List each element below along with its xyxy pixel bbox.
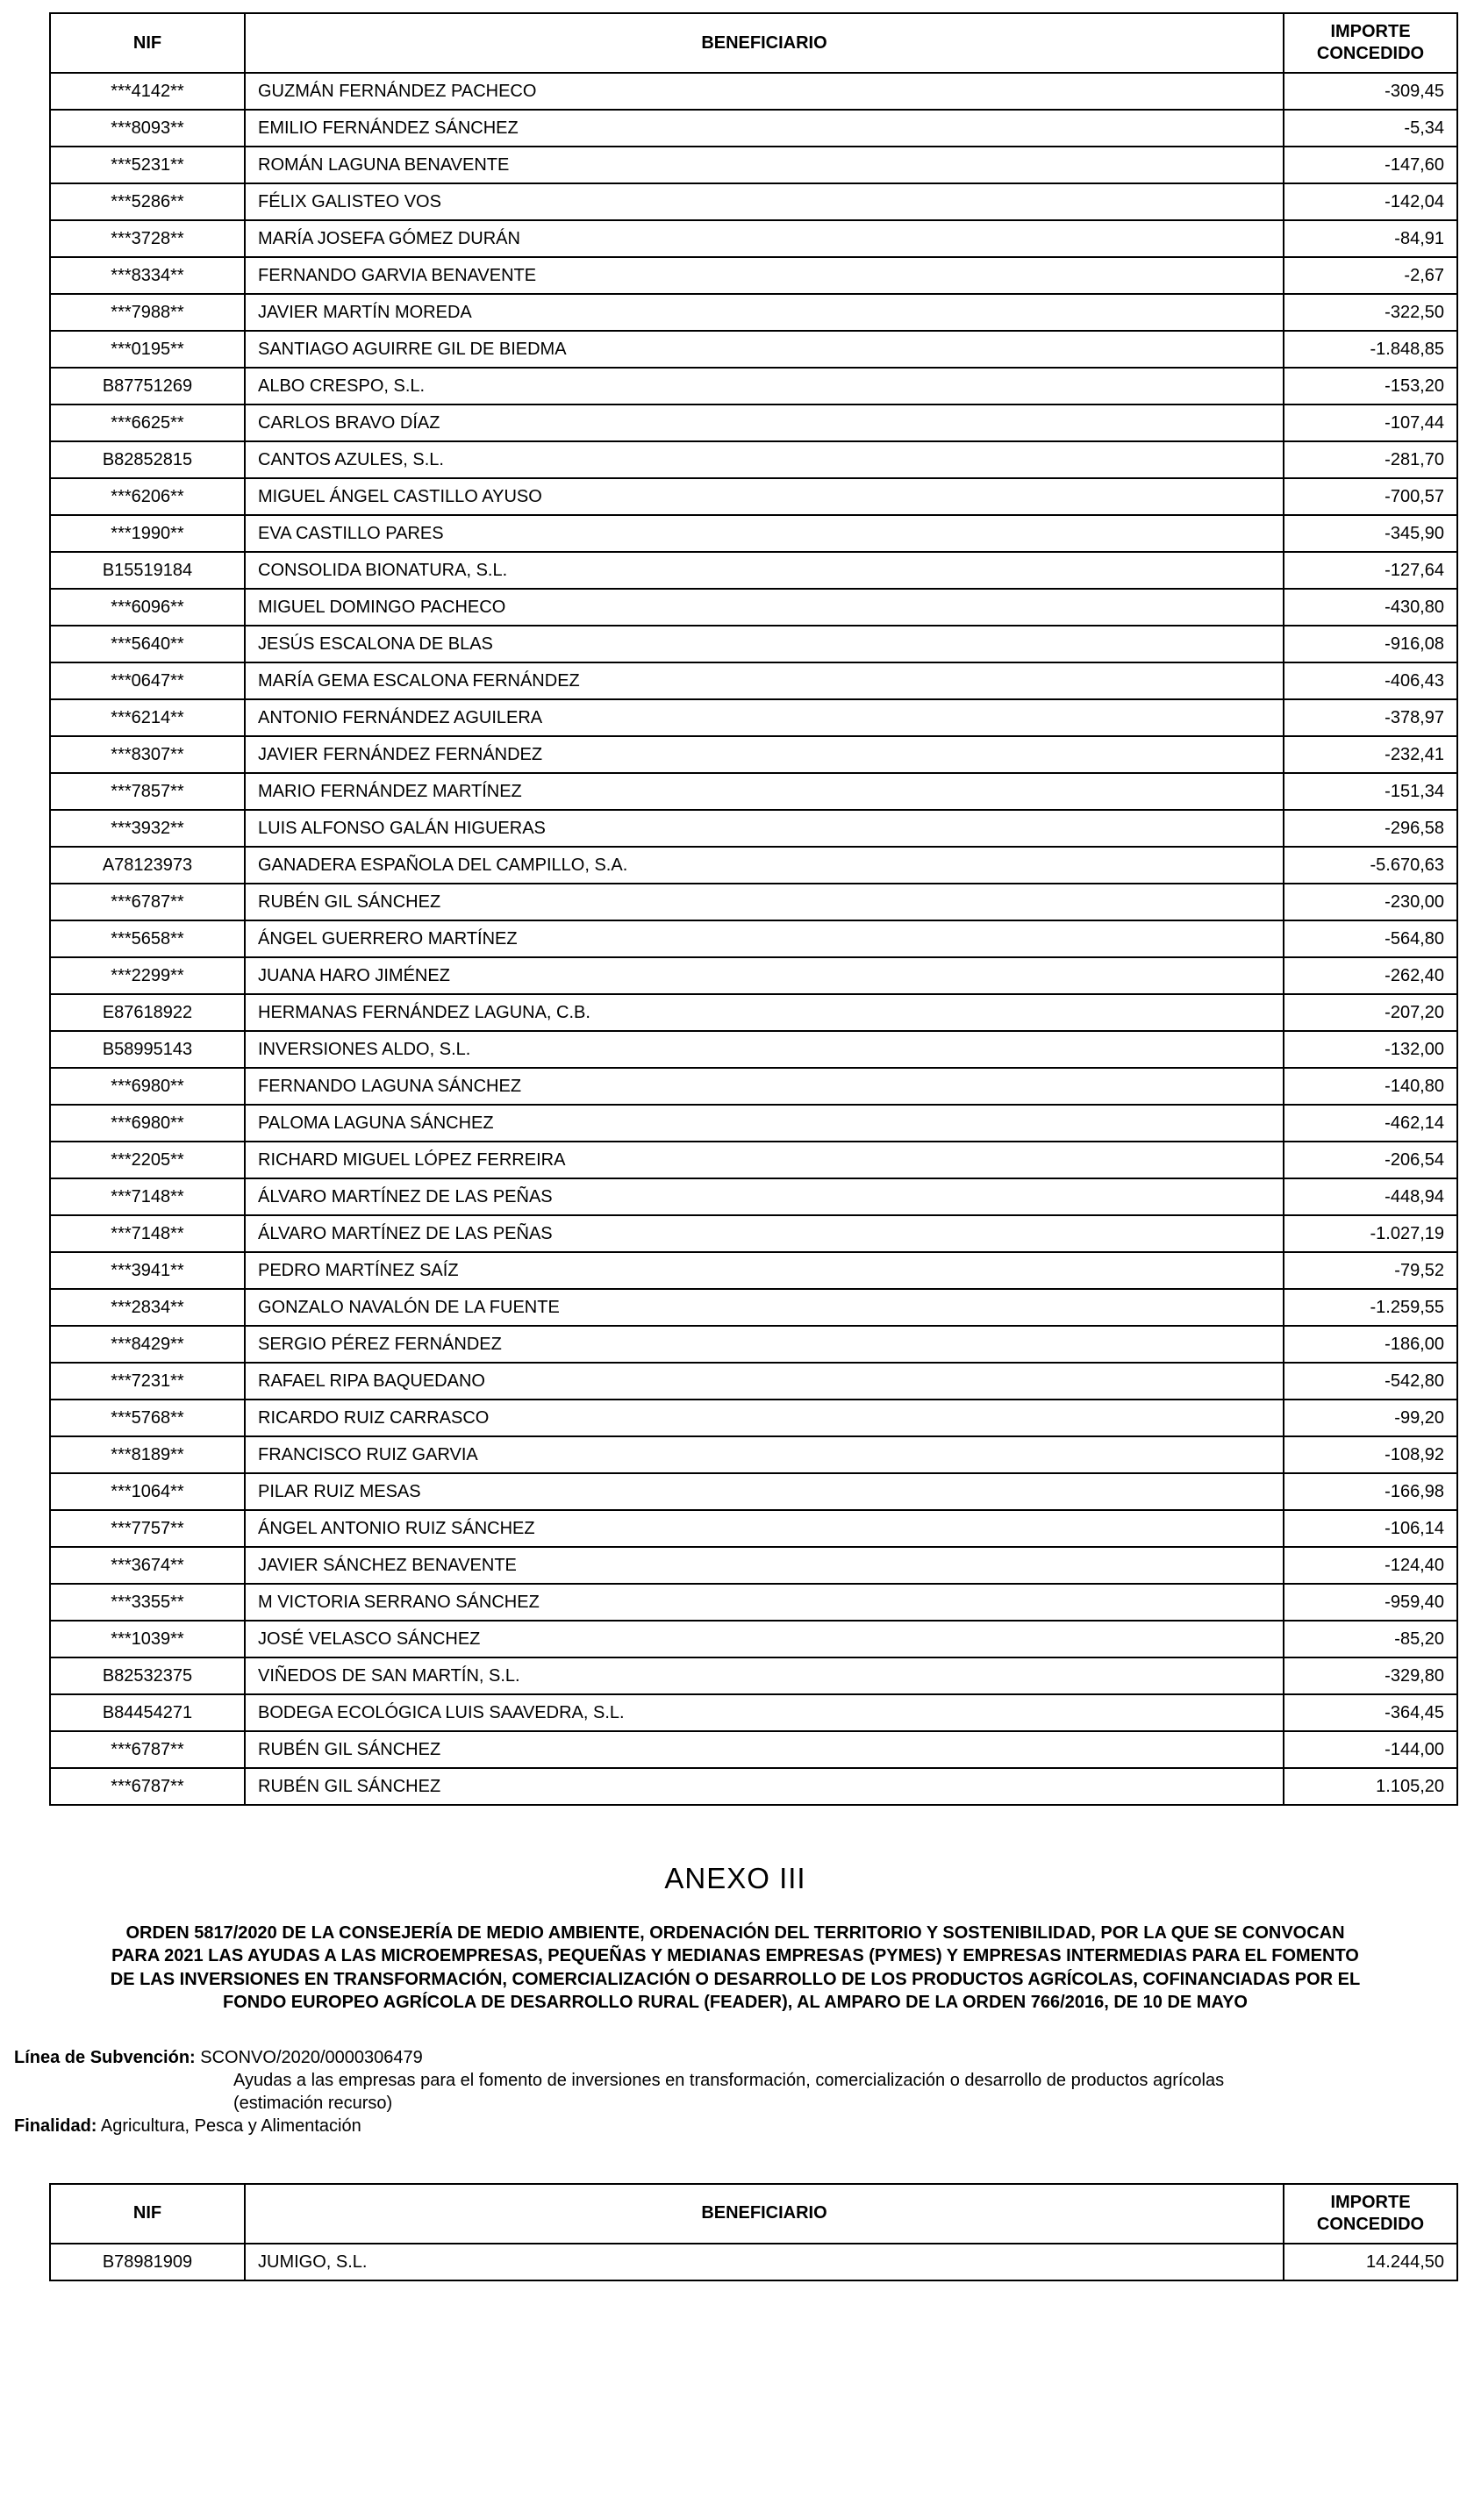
beneficiario-cell: SANTIAGO AGUIRRE GIL DE BIEDMA — [245, 331, 1284, 368]
beneficiario-cell: MARÍA GEMA ESCALONA FERNÁNDEZ — [245, 662, 1284, 699]
table-row — [50, 368, 1457, 404]
importe-cell: -99,20 — [1284, 1400, 1457, 1436]
nif-cell: B82532375 — [50, 1657, 245, 1694]
importe-cell: -106,14 — [1284, 1510, 1457, 1547]
importe-cell: -406,43 — [1284, 662, 1457, 699]
table-row — [50, 1584, 1457, 1621]
nif-cell: ***8429** — [50, 1326, 245, 1363]
importe-cell: -1.027,19 — [1284, 1215, 1457, 1252]
table-row — [50, 589, 1457, 626]
beneficiario-cell: RAFAEL RIPA BAQUEDANO — [245, 1363, 1284, 1400]
beneficiario-column-header: BENEFICIARIO — [245, 2184, 1284, 2244]
nif-cell: ***6787** — [50, 1731, 245, 1768]
table-row — [50, 736, 1457, 773]
nif-cell: ***6787** — [50, 884, 245, 920]
importe-cell: -430,80 — [1284, 589, 1457, 626]
beneficiario-cell: FRANCISCO RUIZ GARVIA — [245, 1436, 1284, 1473]
beneficiario-cell: INVERSIONES ALDO, S.L. — [245, 1031, 1284, 1068]
table-row — [50, 147, 1457, 183]
table-row — [50, 110, 1457, 147]
table-row — [50, 183, 1457, 220]
beneficiario-cell: ROMÁN LAGUNA BENAVENTE — [245, 147, 1284, 183]
nif-cell: E87618922 — [50, 994, 245, 1031]
table-row — [50, 1547, 1457, 1584]
table-row — [50, 1289, 1457, 1326]
beneficiario-cell: MIGUEL ÁNGEL CASTILLO AYUSO — [245, 478, 1284, 515]
linea-subvencion-label: Línea de Subvención: — [14, 2047, 196, 2067]
nif-cell: ***7231** — [50, 1363, 245, 1400]
table-row — [50, 662, 1457, 699]
table-row — [50, 220, 1457, 257]
table-row — [50, 73, 1457, 110]
importe-cell: -140,80 — [1284, 1068, 1457, 1105]
nif-cell: A78123973 — [50, 847, 245, 884]
table-row — [50, 699, 1457, 736]
nif-cell: ***6980** — [50, 1105, 245, 1142]
beneficiario-column-header: BENEFICIARIO — [245, 13, 1284, 73]
nif-cell: ***2299** — [50, 957, 245, 994]
table-header-row — [50, 2184, 1457, 2244]
nif-cell: ***3674** — [50, 1547, 245, 1584]
linea-subvencion-line — [14, 2046, 1456, 2069]
nif-cell: ***0195** — [50, 331, 245, 368]
grants-table-2-body — [50, 2244, 1457, 2280]
nif-cell: ***0647** — [50, 662, 245, 699]
importe-cell: -79,52 — [1284, 1252, 1457, 1289]
beneficiario-cell: FERNANDO LAGUNA SÁNCHEZ — [245, 1068, 1284, 1105]
importe-cell: -916,08 — [1284, 626, 1457, 662]
beneficiario-cell: MARIO FERNÁNDEZ MARTÍNEZ — [245, 773, 1284, 810]
importe-cell: -322,50 — [1284, 294, 1457, 331]
nif-cell: ***6206** — [50, 478, 245, 515]
table-row — [50, 920, 1457, 957]
beneficiario-cell: MARÍA JOSEFA GÓMEZ DURÁN — [245, 220, 1284, 257]
importe-cell: -232,41 — [1284, 736, 1457, 773]
nif-cell: ***3728** — [50, 220, 245, 257]
nif-cell: ***6214** — [50, 699, 245, 736]
beneficiario-cell: ÁLVARO MARTÍNEZ DE LAS PEÑAS — [245, 1178, 1284, 1215]
nif-cell: B15519184 — [50, 552, 245, 589]
nif-cell: ***3941** — [50, 1252, 245, 1289]
table-header-row — [50, 13, 1457, 73]
beneficiario-cell: HERMANAS FERNÁNDEZ LAGUNA, C.B. — [245, 994, 1284, 1031]
importe-cell: 14.244,50 — [1284, 2244, 1457, 2280]
importe-cell: -124,40 — [1284, 1547, 1457, 1584]
importe-cell: -108,92 — [1284, 1436, 1457, 1473]
table-row — [50, 884, 1457, 920]
finalidad-label: Finalidad: — [14, 2116, 97, 2136]
subsidy-info-block — [14, 2046, 1456, 2137]
beneficiario-cell: RUBÉN GIL SÁNCHEZ — [245, 884, 1284, 920]
beneficiario-cell: ANTONIO FERNÁNDEZ AGUILERA — [245, 699, 1284, 736]
nif-cell: B82852815 — [50, 441, 245, 478]
beneficiario-cell: JAVIER FERNÁNDEZ FERNÁNDEZ — [245, 736, 1284, 773]
importe-column-header: IMPORTE CONCEDIDO — [1284, 2184, 1457, 2244]
table-row — [50, 1473, 1457, 1510]
table-row — [50, 1326, 1457, 1363]
nif-cell: ***7988** — [50, 294, 245, 331]
nif-cell: ***2834** — [50, 1289, 245, 1326]
finalidad-line — [14, 2115, 1456, 2137]
beneficiario-cell: PILAR RUIZ MESAS — [245, 1473, 1284, 1510]
importe-cell: -127,64 — [1284, 552, 1457, 589]
table-row — [50, 1068, 1457, 1105]
importe-cell: -207,20 — [1284, 994, 1457, 1031]
beneficiario-cell: VIÑEDOS DE SAN MARTÍN, S.L. — [245, 1657, 1284, 1694]
importe-cell: -132,00 — [1284, 1031, 1457, 1068]
nif-cell: ***2205** — [50, 1142, 245, 1178]
importe-cell: -364,45 — [1284, 1694, 1457, 1731]
table-row — [50, 1142, 1457, 1178]
beneficiario-cell: BODEGA ECOLÓGICA LUIS SAAVEDRA, S.L. — [245, 1694, 1284, 1731]
grants-table-1-body — [50, 73, 1457, 1805]
table-row — [50, 1400, 1457, 1436]
importe-cell: -564,80 — [1284, 920, 1457, 957]
beneficiario-cell: CARLOS BRAVO DÍAZ — [245, 404, 1284, 441]
beneficiario-cell: PALOMA LAGUNA SÁNCHEZ — [245, 1105, 1284, 1142]
table-row — [50, 1731, 1457, 1768]
beneficiario-cell: FERNANDO GARVIA BENAVENTE — [245, 257, 1284, 294]
table-row — [50, 773, 1457, 810]
table-row — [50, 1694, 1457, 1731]
grants-table-2-wrapper — [14, 2183, 1456, 2281]
table-row — [50, 257, 1457, 294]
importe-cell: -5,34 — [1284, 110, 1457, 147]
importe-cell: -1.848,85 — [1284, 331, 1457, 368]
beneficiario-cell: SERGIO PÉREZ FERNÁNDEZ — [245, 1326, 1284, 1363]
importe-cell: -206,54 — [1284, 1142, 1457, 1178]
beneficiario-cell: FÉLIX GALISTEO VOS — [245, 183, 1284, 220]
table-row — [50, 810, 1457, 847]
table-row — [50, 994, 1457, 1031]
beneficiario-cell: ÁLVARO MARTÍNEZ DE LAS PEÑAS — [245, 1215, 1284, 1252]
table-row — [50, 847, 1457, 884]
importe-cell: -345,90 — [1284, 515, 1457, 552]
table-row — [50, 1105, 1457, 1142]
beneficiario-cell: GUZMÁN FERNÁNDEZ PACHECO — [245, 73, 1284, 110]
linea-subvencion-description: Ayudas a las empresas para el fomento de inversiones en transformación, comercialización o desarrollo de productos agrícolas — [233, 2070, 1225, 2090]
importe-cell: -153,20 — [1284, 368, 1457, 404]
beneficiario-cell: ÁNGEL ANTONIO RUIZ SÁNCHEZ — [245, 1510, 1284, 1547]
beneficiario-cell: CONSOLIDA BIONATURA, S.L. — [245, 552, 1284, 589]
nif-cell: ***5231** — [50, 147, 245, 183]
nif-cell: ***7148** — [50, 1178, 245, 1215]
table-row — [50, 1768, 1457, 1805]
table-row — [50, 1510, 1457, 1547]
importe-cell: -542,80 — [1284, 1363, 1457, 1400]
nif-cell: ***8189** — [50, 1436, 245, 1473]
table-row — [50, 2244, 1457, 2280]
nif-cell: ***6625** — [50, 404, 245, 441]
importe-cell: -147,60 — [1284, 147, 1457, 183]
nif-cell: ***7857** — [50, 773, 245, 810]
finalidad-value: Agricultura, Pesca y Alimentación — [100, 2116, 361, 2136]
table-row — [50, 441, 1457, 478]
linea-subvencion-code: SCONVO/2020/0000306479 — [200, 2047, 423, 2067]
nif-cell: B84454271 — [50, 1694, 245, 1731]
importe-cell: -84,91 — [1284, 220, 1457, 257]
beneficiario-cell: JUMIGO, S.L. — [245, 2244, 1284, 2280]
nif-cell: ***5658** — [50, 920, 245, 957]
beneficiario-cell: M VICTORIA SERRANO SÁNCHEZ — [245, 1584, 1284, 1621]
nif-cell: ***1064** — [50, 1473, 245, 1510]
table-row — [50, 1031, 1457, 1068]
nif-cell: ***6980** — [50, 1068, 245, 1105]
table-row — [50, 1178, 1457, 1215]
importe-cell: -85,20 — [1284, 1621, 1457, 1657]
nif-cell: ***4142** — [50, 73, 245, 110]
table-row — [50, 552, 1457, 589]
importe-cell: -107,44 — [1284, 404, 1457, 441]
beneficiario-cell: RUBÉN GIL SÁNCHEZ — [245, 1768, 1284, 1805]
nif-cell: ***8307** — [50, 736, 245, 773]
beneficiario-cell: RICHARD MIGUEL LÓPEZ FERREIRA — [245, 1142, 1284, 1178]
table-row — [50, 626, 1457, 662]
table-row — [50, 404, 1457, 441]
nif-cell: B78981909 — [50, 2244, 245, 2280]
beneficiario-cell: EMILIO FERNÁNDEZ SÁNCHEZ — [245, 110, 1284, 147]
nif-cell: ***7148** — [50, 1215, 245, 1252]
importe-cell: -448,94 — [1284, 1178, 1457, 1215]
importe-cell: -309,45 — [1284, 73, 1457, 110]
table-row — [50, 1657, 1457, 1694]
nif-cell: ***3355** — [50, 1584, 245, 1621]
anexo-title: ANEXO III — [664, 1862, 806, 1894]
importe-cell: -700,57 — [1284, 478, 1457, 515]
beneficiario-cell: JESÚS ESCALONA DE BLAS — [245, 626, 1284, 662]
nif-column-header: NIF — [50, 2184, 245, 2244]
beneficiario-cell: CANTOS AZULES, S.L. — [245, 441, 1284, 478]
importe-cell: -329,80 — [1284, 1657, 1457, 1694]
table-row — [50, 331, 1457, 368]
beneficiario-cell: EVA CASTILLO PARES — [245, 515, 1284, 552]
importe-cell: -378,97 — [1284, 699, 1457, 736]
beneficiario-cell: JAVIER SÁNCHEZ BENAVENTE — [245, 1547, 1284, 1584]
beneficiario-cell: MIGUEL DOMINGO PACHECO — [245, 589, 1284, 626]
table-row — [50, 515, 1457, 552]
importe-cell: -281,70 — [1284, 441, 1457, 478]
beneficiario-cell: GANADERA ESPAÑOLA DEL CAMPILLO, S.A. — [245, 847, 1284, 884]
beneficiario-cell: JOSÉ VELASCO SÁNCHEZ — [245, 1621, 1284, 1657]
importe-cell: -1.259,55 — [1284, 1289, 1457, 1326]
importe-cell: -166,98 — [1284, 1473, 1457, 1510]
nif-cell: ***3932** — [50, 810, 245, 847]
nif-cell: ***8334** — [50, 257, 245, 294]
beneficiario-cell: PEDRO MARTÍNEZ SAÍZ — [245, 1252, 1284, 1289]
table-row — [50, 1621, 1457, 1657]
table-row — [50, 957, 1457, 994]
importe-cell: -142,04 — [1284, 183, 1457, 220]
importe-cell: -144,00 — [1284, 1731, 1457, 1768]
linea-subvencion-description-2: (estimación recurso) — [233, 2093, 393, 2113]
nif-cell: ***1039** — [50, 1621, 245, 1657]
nif-cell: ***5768** — [50, 1400, 245, 1436]
nif-cell: B87751269 — [50, 368, 245, 404]
nif-cell: ***8093** — [50, 110, 245, 147]
importe-cell: -230,00 — [1284, 884, 1457, 920]
nif-column-header: NIF — [50, 13, 245, 73]
importe-cell: -2,67 — [1284, 257, 1457, 294]
table-row — [50, 1215, 1457, 1252]
beneficiario-cell: GONZALO NAVALÓN DE LA FUENTE — [245, 1289, 1284, 1326]
nif-cell: ***7757** — [50, 1510, 245, 1547]
beneficiario-cell: JUANA HARO JIMÉNEZ — [245, 957, 1284, 994]
importe-cell: -186,00 — [1284, 1326, 1457, 1363]
table-row — [50, 294, 1457, 331]
importe-cell: -296,58 — [1284, 810, 1457, 847]
grants-table-2 — [49, 2183, 1458, 2281]
beneficiario-cell: RUBÉN GIL SÁNCHEZ — [245, 1731, 1284, 1768]
nif-cell: ***6787** — [50, 1768, 245, 1805]
nif-cell: ***5640** — [50, 626, 245, 662]
grants-table-1 — [49, 12, 1458, 1806]
nif-cell: B58995143 — [50, 1031, 245, 1068]
beneficiario-cell: JAVIER MARTÍN MOREDA — [245, 294, 1284, 331]
beneficiario-cell: ALBO CRESPO, S.L. — [245, 368, 1284, 404]
nif-cell: ***5286** — [50, 183, 245, 220]
importe-column-header: IMPORTE CONCEDIDO — [1284, 13, 1457, 73]
beneficiario-cell: LUIS ALFONSO GALÁN HIGUERAS — [245, 810, 1284, 847]
table-row — [50, 478, 1457, 515]
importe-cell: -262,40 — [1284, 957, 1457, 994]
importe-cell: -959,40 — [1284, 1584, 1457, 1621]
importe-cell: -5.670,63 — [1284, 847, 1457, 884]
importe-cell: 1.105,20 — [1284, 1768, 1457, 1805]
table-row — [50, 1252, 1457, 1289]
nif-cell: ***1990** — [50, 515, 245, 552]
table-row — [50, 1436, 1457, 1473]
beneficiario-cell: ÁNGEL GUERRERO MARTÍNEZ — [245, 920, 1284, 957]
order-paragraph: ORDEN 5817/2020 DE LA CONSEJERÍA DE MEDIO AMBIENTE, ORDENACIÓN DEL TERRITORIO Y SOSTENIBILIDAD, POR LA QUE SE CONVOCAN PARA 2021 LAS AYUDAS A LAS MICROEMPRESAS, PEQUEÑAS Y MEDIANAS EMPRESAS (PYMES) Y EMPRESAS INTERMEDIAS PARA EL FOMENTO DE LAS INVERSIONES EN TRANSFORMACIÓN, COMERCIALIZACIÓN O DESARROLLO DE LOS PRODUCTOS AGRÍCOLAS, COFINANCIADAS POR EL FONDO EUROPEO AGRÍCOLA DE DESARROLLO RURAL (FEADER), AL AMPARO DE LA ORDEN 766/2016, DE 10 DE MAYO — [110, 1923, 1361, 2013]
nif-cell: ***6096** — [50, 589, 245, 626]
importe-cell: -151,34 — [1284, 773, 1457, 810]
beneficiario-cell: RICARDO RUIZ CARRASCO — [245, 1400, 1284, 1436]
table-row — [50, 1363, 1457, 1400]
importe-cell: -462,14 — [1284, 1105, 1457, 1142]
